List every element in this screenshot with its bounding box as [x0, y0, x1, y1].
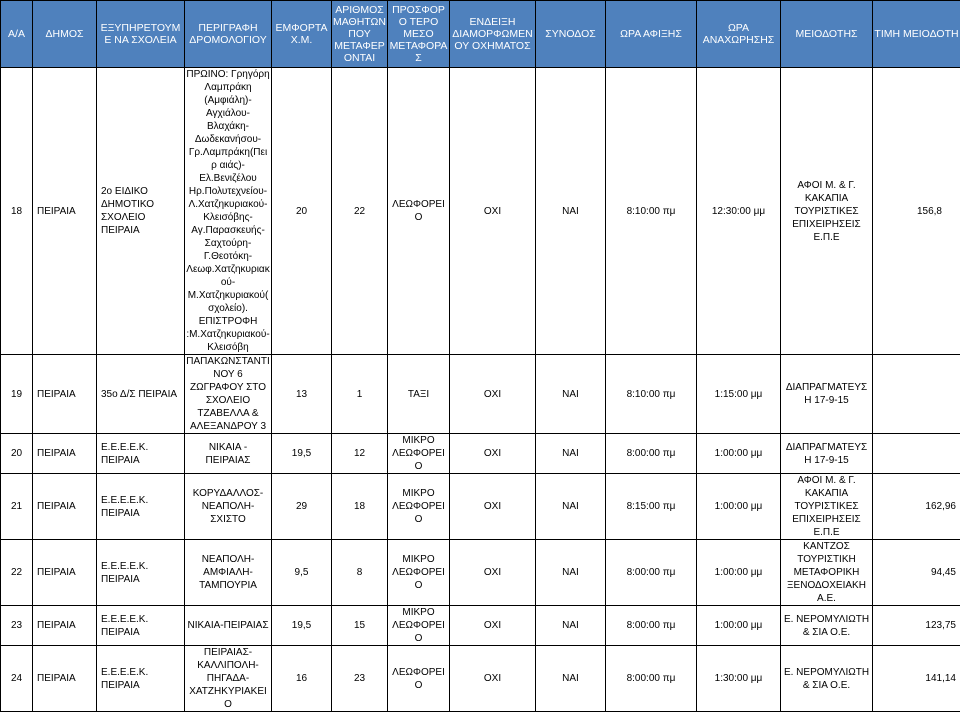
cell-km: 13 — [272, 355, 332, 434]
cell-arrival: 8:00:00 πμ — [606, 434, 697, 474]
cell-price: 156,8 — [873, 68, 960, 355]
cell-contractor: ΑΦΟΙ Μ. & Γ. ΚΑΚΑΠΙΑ ΤΟΥΡΙΣΤΙΚΕΣ ΕΠΙΧΕΙΡΗΣΕΙΣ Ε.Π.Ε — [781, 68, 873, 355]
cell-price — [873, 434, 960, 474]
cell-aa: 20 — [1, 434, 33, 474]
cell-km: 9,5 — [272, 540, 332, 606]
header-aa: Α/Α — [1, 1, 33, 68]
cell-vehicle: ΟΧΙ — [450, 540, 536, 606]
cell-aa: 18 — [1, 68, 33, 355]
cell-arrival: 8:10:00 πμ — [606, 68, 697, 355]
cell-escort: ΝΑΙ — [536, 540, 606, 606]
cell-dimos: ΠΕΙΡΑΙΑ — [33, 646, 97, 712]
table-row — [1, 540, 960, 606]
cell-dimos: ΠΕΙΡΑΙΑ — [33, 68, 97, 355]
cell-students: 23 — [332, 646, 388, 712]
cell-dimos: ΠΕΙΡΑΙΑ — [33, 434, 97, 474]
cell-school: Ε.Ε.Ε.Ε.Κ. ΠΕΙΡΑΙΑ — [97, 646, 185, 712]
cell-route: ΠΕΙΡΑΙΑΣ- ΚΑΛΛΙΠΟΛΗ- ΠΗΓΑΔΑ- ΧΑΤΖΗΚΥΡΙΑΚΕΙ Ο — [185, 646, 272, 712]
cell-escort: ΝΑΙ — [536, 606, 606, 646]
cell-aa: 19 — [1, 355, 33, 434]
cell-dimos: ΠΕΙΡΑΙΑ — [33, 540, 97, 606]
cell-escort: ΝΑΙ — [536, 68, 606, 355]
header-km: ΕΜΦΟΡΤΑ Χ.Μ. — [272, 1, 332, 68]
cell-route: ΠΡΩΙΝΟ: Γρηγόρη Λαμπράκη (Αμφιάλη)- Αγχιάλου-Βλαχάκη- Δωδεκανήσου- Γρ.Λαμπράκη(Πειρ αιάς)-Ελ.Βενιζέλου Ηρ.Πολυτεχνείου- Λ.Χατζηκυριακού- Κλεισόβης- Αγ.Παρασκευής- Σαχτούρη- Γ.Θεοτόκη- Λεωφ.Χατζηκυριακ ού- Μ.Χατζηκυριακού( σχολείο). ΕΠΙΣΤΡΟΦΗ :Μ.Χατζηκυριακού- Κλεισόβη — [185, 68, 272, 355]
cell-escort: ΝΑΙ — [536, 646, 606, 712]
cell-offer: ΛΕΩΦΟΡΕΙΟ — [388, 646, 450, 712]
table-row — [1, 606, 960, 646]
cell-km: 19,5 — [272, 434, 332, 474]
cell-students: 1 — [332, 355, 388, 434]
cell-price: 162,96 — [873, 474, 960, 540]
cell-school: Ε.Ε.Ε.Ε.Κ. ΠΕΙΡΑΙΑ — [97, 540, 185, 606]
cell-offer: ΜΙΚΡΟ ΛΕΩΦΟΡΕΙΟ — [388, 540, 450, 606]
cell-students: 8 — [332, 540, 388, 606]
header-escort: ΣΥΝΟΔΟΣ — [536, 1, 606, 68]
cell-contractor: ΔΙΑΠΡΑΓΜΑΤΕΥΣ Η 17-9-15 — [781, 434, 873, 474]
cell-arrival: 8:00:00 πμ — [606, 606, 697, 646]
cell-offer: ΜΙΚΡΟ ΛΕΩΦΟΡΕΙΟ — [388, 434, 450, 474]
cell-offer: ΤΑΞΙ — [388, 355, 450, 434]
cell-route: ΠΑΠΑΚΩΝΣΤΑΝΤΙ ΝΟΥ 6 ΖΩΓΡΑΦΟΥ ΣΤΟ ΣΧΟΛΕΙΟ ΤΖΑΒΕΛΛΑ & ΑΛΕΞΑΝΔΡΟΥ 3 — [185, 355, 272, 434]
cell-contractor: Ε. ΝΕΡΟΜΥΛΙΩΤΗ & ΣΙΑ Ο.Ε. — [781, 606, 873, 646]
cell-aa: 23 — [1, 606, 33, 646]
cell-km: 29 — [272, 474, 332, 540]
cell-vehicle: ΟΧΙ — [450, 434, 536, 474]
table-row — [1, 434, 960, 474]
cell-aa: 21 — [1, 474, 33, 540]
header-route: ΠΕΡΙΓΡΑΦΗ ΔΡΟΜΟΛΟΓΙΟΥ — [185, 1, 272, 68]
cell-contractor: ΔΙΑΠΡΑΓΜΑΤΕΥΣ Η 17-9-15 — [781, 355, 873, 434]
table-header-row — [1, 1, 960, 68]
header-arrival: ΩΡΑ ΑΦΙΞΗΣ — [606, 1, 697, 68]
table-row — [1, 646, 960, 712]
header-contractor: ΜΕΙΟΔΟΤΗΣ — [781, 1, 873, 68]
cell-escort: ΝΑΙ — [536, 355, 606, 434]
header-price: ΤΙΜΗ ΜΕΙΟΔΟΤΗ — [873, 1, 960, 68]
cell-vehicle: ΟΧΙ — [450, 355, 536, 434]
cell-departure: 1:00:00 μμ — [697, 434, 781, 474]
cell-price: 141,14 — [873, 646, 960, 712]
cell-dimos: ΠΕΙΡΑΙΑ — [33, 474, 97, 540]
cell-departure: 1:00:00 μμ — [697, 540, 781, 606]
cell-school: 2ο ΕΙΔΙΚΟ ΔΗΜΟΤΙΚΟ ΣΧΟΛΕΙΟ ΠΕΙΡΑΙΑ — [97, 68, 185, 355]
cell-departure: 1:00:00 μμ — [697, 606, 781, 646]
cell-offer: ΜΙΚΡΟ ΛΕΩΦΟΡΕΙΟ — [388, 474, 450, 540]
cell-departure: 1:30:00 μμ — [697, 646, 781, 712]
header-offer: ΠΡΟΣΦΟΡΟ ΤΕΡΟ ΜΕΣΟ ΜΕΤΑΦΟΡΑ Σ — [388, 1, 450, 68]
cell-escort: ΝΑΙ — [536, 474, 606, 540]
cell-arrival: 8:10:00 πμ — [606, 355, 697, 434]
header-school: ΕΞΥΠΗΡΕΤΟΥΜΕ ΝΑ ΣΧΟΛΕΙΑ — [97, 1, 185, 68]
cell-route: ΚΟΡΥΔΑΛΛΟΣ- ΝΕΑΠΟΛΗ- ΣΧΙΣΤΟ — [185, 474, 272, 540]
cell-price — [873, 355, 960, 434]
cell-vehicle: ΟΧΙ — [450, 646, 536, 712]
cell-departure: 1:00:00 μμ — [697, 474, 781, 540]
cell-departure: 12:30:00 μμ — [697, 68, 781, 355]
header-students: ΑΡΙΘΜΟΣ ΜΑΘΗΤΩΝ ΠΟΥ ΜΕΤΑΦΕΡ ΟΝΤΑΙ — [332, 1, 388, 68]
table-row — [1, 68, 960, 355]
cell-students: 22 — [332, 68, 388, 355]
cell-school: Ε.Ε.Ε.Ε.Κ. ΠΕΙΡΑΙΑ — [97, 434, 185, 474]
cell-contractor: ΑΦΟΙ Μ. & Γ. ΚΑΚΑΠΙΑ ΤΟΥΡΙΣΤΙΚΕΣ ΕΠΙΧΕΙΡΗΣΕΙΣ Ε.Π.Ε — [781, 474, 873, 540]
cell-vehicle: ΟΧΙ — [450, 474, 536, 540]
table-row — [1, 355, 960, 434]
cell-students: 12 — [332, 434, 388, 474]
cell-route: ΝΙΚΑΙΑ - ΠΕΙΡΑΙΑΣ — [185, 434, 272, 474]
cell-departure: 1:15:00 μμ — [697, 355, 781, 434]
cell-school: Ε.Ε.Ε.Ε.Κ. ΠΕΙΡΑΙΑ — [97, 474, 185, 540]
cell-price: 123,75 — [873, 606, 960, 646]
cell-students: 15 — [332, 606, 388, 646]
cell-school: Ε.Ε.Ε.Ε.Κ. ΠΕΙΡΑΙΑ — [97, 606, 185, 646]
cell-dimos: ΠΕΙΡΑΙΑ — [33, 606, 97, 646]
cell-aa: 22 — [1, 540, 33, 606]
cell-students: 18 — [332, 474, 388, 540]
cell-route: ΝΙΚΑΙΑ-ΠΕΙΡΑΙΑΣ — [185, 606, 272, 646]
cell-arrival: 8:00:00 πμ — [606, 646, 697, 712]
cell-aa: 24 — [1, 646, 33, 712]
cell-arrival: 8:15:00 πμ — [606, 474, 697, 540]
header-vehicle: ΕΝΔΕΙΞΗ ΔΙΑΜΟΡΦΩΜΕΝ ΟΥ ΟΧΗΜΑΤΟΣ — [450, 1, 536, 68]
cell-price: 94,45 — [873, 540, 960, 606]
table-row — [1, 474, 960, 540]
cell-school: 35ο Δ/Σ ΠΕΙΡΑΙΑ — [97, 355, 185, 434]
cell-offer: ΛΕΩΦΟΡΕΙΟ — [388, 68, 450, 355]
header-departure: ΩΡΑ ΑΝΑΧΩΡΗΣΗΣ — [697, 1, 781, 68]
cell-vehicle: ΟΧΙ — [450, 68, 536, 355]
header-dimos: ΔΗΜΟΣ — [33, 1, 97, 68]
cell-escort: ΝΑΙ — [536, 434, 606, 474]
cell-contractor: ΚΑΝΤΖΟΣ ΤΟΥΡΙΣΤΙΚΗ ΜΕΤΑΦΟΡΙΚΗ ΞΕΝΟΔΟΧΕΙΑΚΗ Α.Ε. — [781, 540, 873, 606]
cell-km: 19,5 — [272, 606, 332, 646]
cell-dimos: ΠΕΙΡΑΙΑ — [33, 355, 97, 434]
cell-arrival: 8:00:00 πμ — [606, 540, 697, 606]
cell-contractor: Ε. ΝΕΡΟΜΥΛΙΩΤΗ & ΣΙΑ Ο.Ε. — [781, 646, 873, 712]
cell-route: ΝΕΑΠΟΛΗ- ΑΜΦΙΑΛΗ- ΤΑΜΠΟΥΡΙΑ — [185, 540, 272, 606]
cell-km: 16 — [272, 646, 332, 712]
cell-km: 20 — [272, 68, 332, 355]
cell-vehicle: ΟΧΙ — [450, 606, 536, 646]
cell-offer: ΜΙΚΡΟ ΛΕΩΦΟΡΕΙΟ — [388, 606, 450, 646]
